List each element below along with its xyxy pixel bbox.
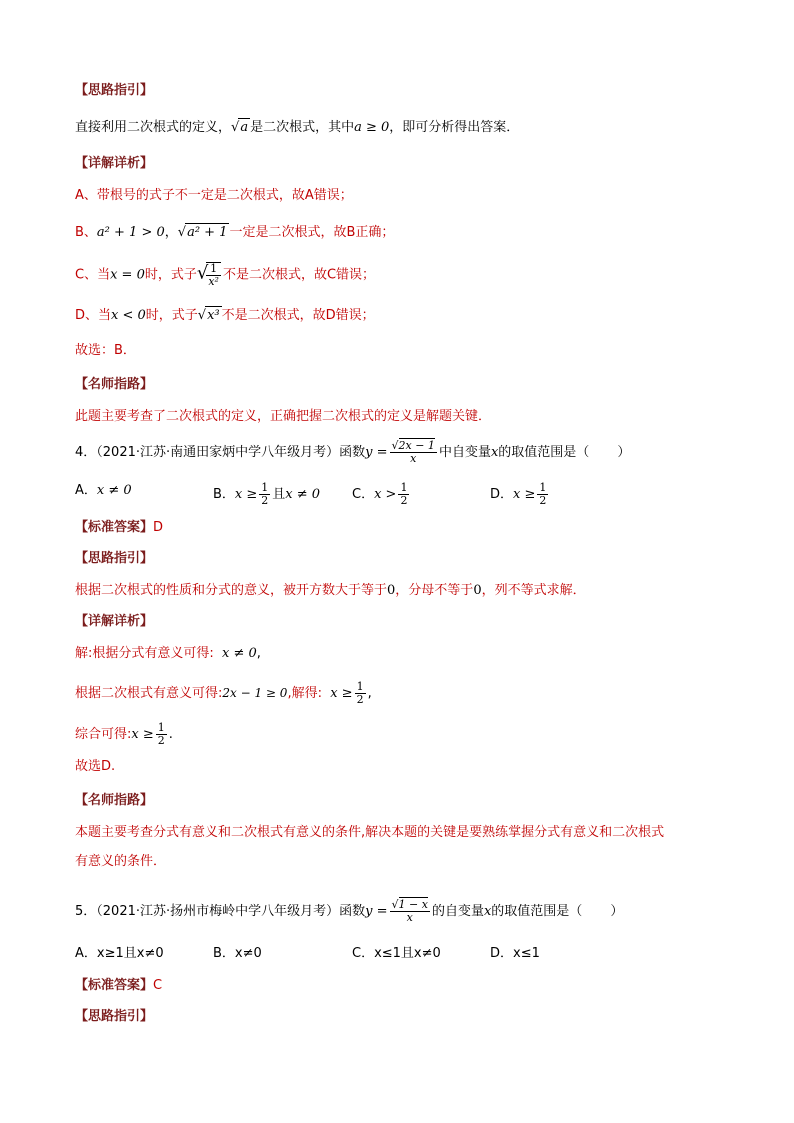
detail-option-d: D、当x < 0时，式子√x³ 不是二次根式，故D错误；	[75, 308, 375, 323]
question-4: 4．（2021·江苏·南通田家炳中学八年级月考）函数y = $\frac{√2x - 1}{x}$ 中自变量x的取值范围是（ ）	[75, 439, 631, 465]
q5-standard-answer: 【标准答案】C	[75, 978, 163, 993]
detail-option-a: A、带根号的式子不一定是二次根式，故A错误；	[75, 188, 353, 203]
question-5: 5．（2021·江苏·扬州市梅岭中学八年级月考）函数y = $\frac{√1 - x}{x}$ 的自变量x的取值范围是（ ）	[75, 898, 624, 924]
q4-detail-heading: 【详解详析】	[75, 614, 154, 629]
q5-option-c: C．x≤1且x≠0	[352, 946, 441, 961]
q4-option-c: C．x > $\frac{1}{2}$	[352, 481, 408, 507]
q4-detail-line-2: 根据二次根式有意义可得:2x − 1 ≥ 0,解得: x ≥ $\frac{1}{2}$ ,	[75, 680, 372, 706]
detail-option-c: C、当x = 0时，式子√ $\frac{1}{\text{x²}}$ 不是二次根式，故C错误；	[75, 262, 376, 288]
q4-detail-line-1: 解:根据分式有意义可得: x ≠ 0,	[75, 646, 261, 661]
q4-teacher-heading: 【名师指路】	[75, 793, 154, 808]
teacher-heading: 【名师指路】	[75, 377, 154, 392]
teacher-text: 此题主要考查了二次根式的定义，正确把握二次根式的定义是解题关键．	[75, 409, 492, 424]
hint-heading: 【思路指引】	[75, 83, 154, 98]
q4-hint-text: 根据二次根式的性质和分式的意义，被开方数大于等于0，分母不等于0，列不等式求解．	[75, 583, 586, 598]
detail-heading: 【详解详析】	[75, 156, 154, 171]
q4-detail-line-3: 综合可得:x ≥ $\frac{1}{2}$ .	[75, 721, 173, 747]
q4-teacher-text-2: 有意义的条件．	[75, 854, 167, 869]
q4-option-d: D．x ≥ $\frac{1}{2}$	[490, 481, 547, 507]
q5-option-a: A．x≥1且x≠0	[75, 946, 164, 961]
q4-standard-answer: 【标准答案】D	[75, 520, 164, 535]
q4-answer-text: 故选D.	[75, 759, 116, 774]
q5-hint-heading: 【思路指引】	[75, 1009, 154, 1024]
q5-option-d: D．x≤1	[490, 946, 540, 961]
q4-option-a: A．x ≠ 0	[75, 483, 132, 498]
q5-option-b: B．x≠0	[213, 946, 262, 961]
detail-option-b: B、a² + 1 > 0，√a² + 1 一定是二次根式，故B正确；	[75, 225, 395, 240]
q4-option-b: B．x ≥ $\frac{1}{2}$ 且x ≠ 0	[213, 481, 321, 507]
q4-teacher-text-1: 本题主要考查分式有意义和二次根式有意义的条件,解决本题的关键是要熟练掌握分式有意义和二次根式	[75, 825, 665, 840]
answer-text: 故选：B．	[75, 343, 136, 358]
q4-hint-heading: 【思路指引】	[75, 551, 154, 566]
hint-text: 直接利用二次根式的定义，√a 是二次根式，其中a ≥ 0，即可分析得出答案．	[75, 120, 520, 135]
